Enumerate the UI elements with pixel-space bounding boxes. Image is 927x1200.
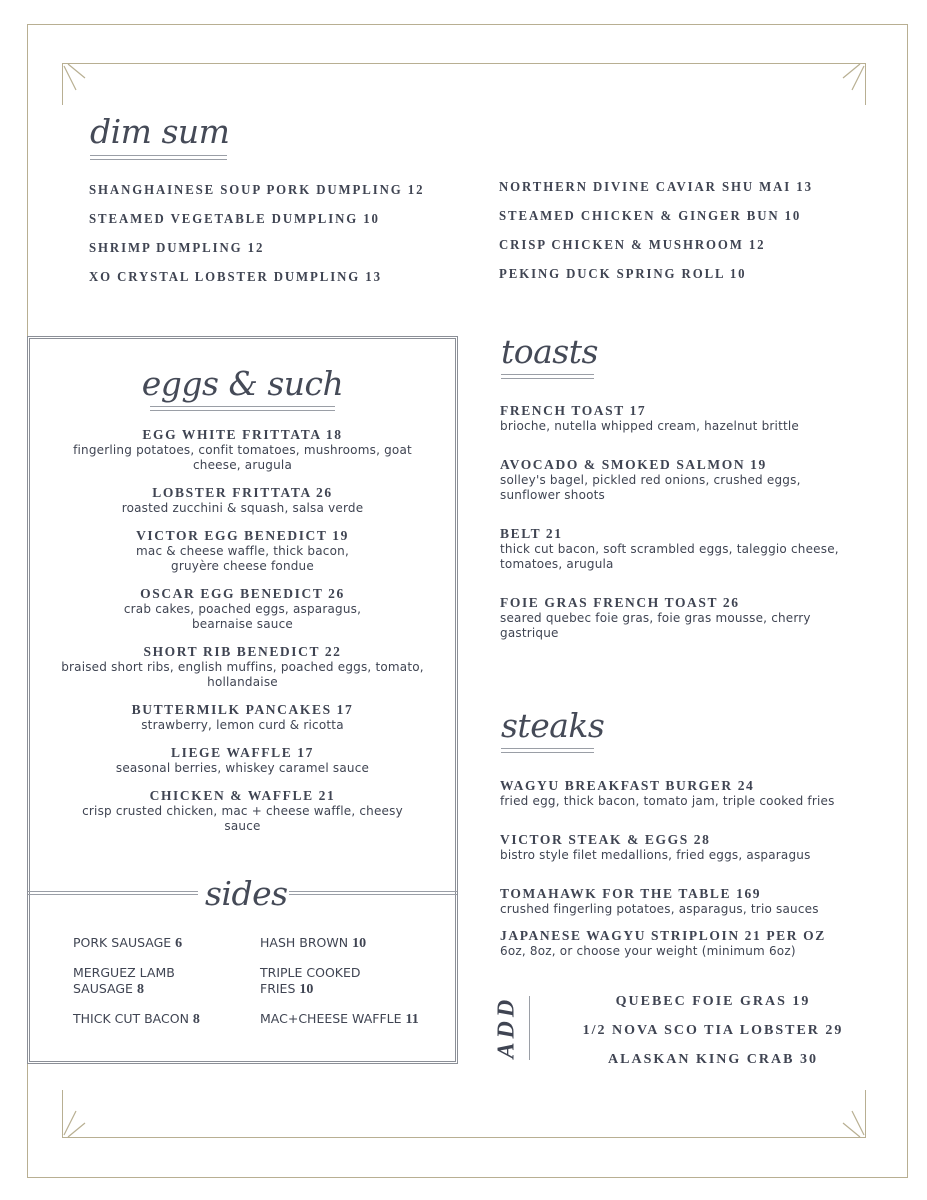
menu-item: LOBSTER FRITTATA 26 roasted zucchini & squash, salsa verde (121, 485, 364, 515)
toasts-list (500, 402, 880, 663)
side-item: MERGUEZ LAMB SAUSAGE 8 (73, 965, 175, 997)
add-item: QUEBEC FOIE GRAS 19 (615, 994, 811, 1009)
menu-item: FRENCH TOAST 17 brioche, nutella whipped cream, hazelnut brittle (500, 403, 800, 433)
dim-sum-item: PEKING DUCK SPRING ROLL 10 (499, 266, 747, 281)
menu-item: JAPANESE WAGYU STRIPLOIN 21 PER OZ 6oz, 8oz, or choose your weight (minimum 6oz) (500, 928, 826, 958)
menu-item: LIEGE WAFFLE 17 seasonal berries, whiskey caramel sauce (115, 745, 370, 775)
menu-item: TOMAHAWK FOR THE TABLE 169 crushed fingerling potatoes, asparagus, trio sauces (500, 886, 819, 916)
eggs-list (40, 426, 445, 845)
dim-sum-item: SHANGHAINESE SOUP PORK DUMPLING 12 (89, 182, 425, 197)
menu-item: AVOCADO & SMOKED SALMON 19 solley's bagel, pickled red onions, crushed eggs, sunflower shoots (500, 457, 801, 502)
steaks-list (500, 777, 900, 981)
menu-item: WAGYU BREAKFAST BURGER 24 fried egg, thick bacon, tomato jam, triple cooked fries (500, 778, 835, 808)
menu-item: BELT 21 thick cut bacon, soft scrambled eggs, taleggio cheese, tomatoes, arugula (500, 526, 839, 571)
menu-item: CHICKEN & WAFFLE 21 crisp crusted chicken, mac + cheese waffle, cheesy sauce (82, 788, 403, 833)
add-item: 1/2 NOVA SCO TIA LOBSTER 29 (582, 1023, 844, 1038)
dim-sum-item: STEAMED VEGETABLE DUMPLING 10 (89, 211, 380, 226)
add-item: ALASKAN KING CRAB 30 (608, 1052, 818, 1067)
dim-sum-left-column (89, 175, 424, 291)
sides-rule-left (28, 891, 198, 895)
add-divider (529, 996, 530, 1060)
dim-sum-item: NORTHERN DIVINE CAVIAR SHU MAI 13 (499, 179, 813, 194)
menu-item: VICTOR EGG BENEDICT 19 mac & cheese waffle, thick bacon, gruyère cheese fondue (136, 528, 349, 573)
steaks-title: steaks (501, 706, 605, 745)
menu-item: FOIE GRAS FRENCH TOAST 26 seared quebec foie gras, foie gras mousse, cherry gastrique (500, 595, 811, 640)
side-item: THICK CUT BACON 8 (73, 1011, 200, 1027)
dim-sum-item: CRISP CHICKEN & MUSHROOM 12 (499, 237, 766, 252)
title-underline (501, 748, 594, 753)
dim-sum-right-column (499, 172, 813, 288)
dim-sum-item: STEAMED CHICKEN & GINGER BUN 10 (499, 208, 802, 223)
title-underline (501, 374, 594, 379)
menu-item: SHORT RIB BENEDICT 22 braised short ribs, english muffins, poached eggs, tomato, hollandaise (61, 644, 424, 689)
side-item: TRIPLE COOKED FRIES 10 (260, 965, 361, 997)
side-item: HASH BROWN 10 (260, 935, 367, 951)
title-underline (90, 155, 227, 160)
dim-sum-title: dim sum (90, 112, 230, 151)
menu-item: EGG WHITE FRITTATA 18 fingerling potatoes, confit tomatoes, mushrooms, goat cheese, arugula (73, 427, 412, 472)
menu-item: OSCAR EGG BENEDICT 26 crab cakes, poached eggs, asparagus, bearnaise sauce (123, 586, 362, 631)
sides-rule-right (289, 891, 457, 895)
eggs-title: eggs & such (141, 364, 344, 403)
side-item: PORK SAUSAGE 6 (73, 935, 183, 951)
title-underline (150, 406, 335, 411)
toasts-title: toasts (501, 332, 598, 371)
menu-item: BUTTERMILK PANCAKES 17 strawberry, lemon curd & ricotta (131, 702, 354, 732)
add-label: ADD (493, 995, 520, 1059)
menu-item: VICTOR STEAK & EGGS 28 bistro style filet medallions, fried eggs, asparagus (500, 832, 811, 862)
sides-title: sides (205, 874, 288, 913)
dim-sum-item: XO CRYSTAL LOBSTER DUMPLING 13 (89, 269, 382, 284)
side-item: MAC+CHEESE WAFFLE 11 (260, 1011, 419, 1027)
dim-sum-item: SHRIMP DUMPLING 12 (89, 240, 265, 255)
